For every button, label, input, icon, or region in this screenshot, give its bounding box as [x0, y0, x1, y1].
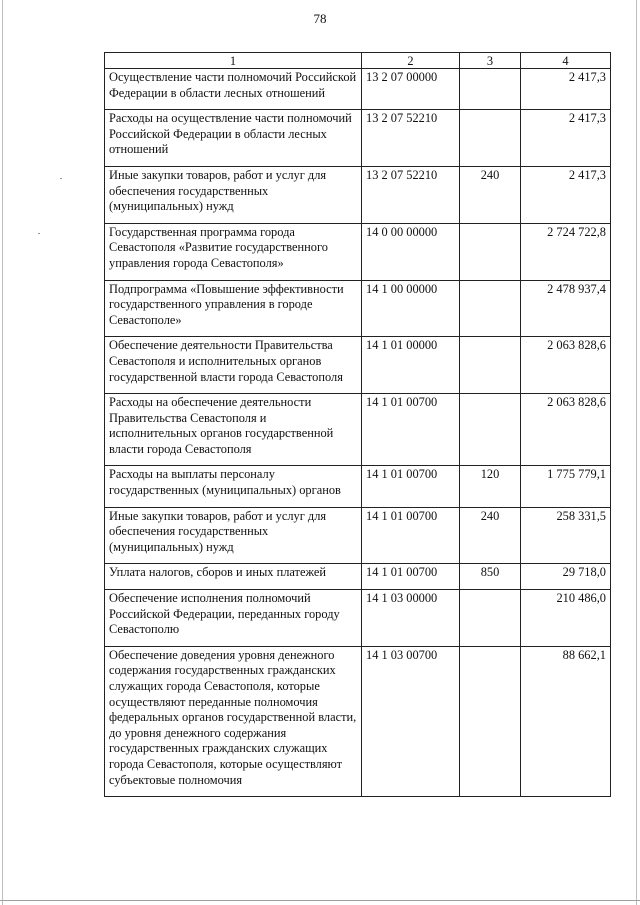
column-header-name: 1 [105, 53, 362, 69]
row-amount: 210 486,0 [521, 590, 611, 647]
row-amount: 2 417,3 [521, 110, 611, 167]
row-amount: 88 662,1 [521, 646, 611, 796]
table-row [105, 590, 611, 647]
row-name: Уплата налогов, сборов и иных платежей [105, 564, 362, 590]
row-code: 14 1 01 00000 [362, 337, 460, 394]
row-amount: 2 417,3 [521, 69, 611, 110]
row-code: 13 2 07 52210 [362, 110, 460, 167]
row-name: Государственная программа города Севастополя «Развитие государственного управления города Севастополя» [105, 223, 362, 280]
row-name: Осуществление части полномочий Российской Федерации в области лесных отношений [105, 69, 362, 110]
row-code: 14 1 00 00000 [362, 280, 460, 337]
budget-table [104, 52, 611, 797]
scan-edge-right [636, 0, 637, 905]
row-kind [460, 280, 521, 337]
row-code: 13 2 07 00000 [362, 69, 460, 110]
table-row [105, 223, 611, 280]
row-amount: 2 724 722,8 [521, 223, 611, 280]
row-name: Иные закупки товаров, работ и услуг для обеспечения государственных (муниципальных) нужд [105, 166, 362, 223]
row-kind [460, 110, 521, 167]
scan-edge-bottom [0, 900, 640, 901]
row-code: 13 2 07 52210 [362, 166, 460, 223]
row-kind [460, 69, 521, 110]
row-kind [460, 223, 521, 280]
page-number: 78 [313, 11, 327, 26]
row-amount: 2 063 828,6 [521, 394, 611, 466]
table-row [105, 466, 611, 507]
table-row [105, 166, 611, 223]
row-code: 14 0 00 00000 [362, 223, 460, 280]
row-amount: 1 775 779,1 [521, 466, 611, 507]
row-name: Обеспечение исполнения полномочий Российской Федерации, переданных городу Севастополю [105, 590, 362, 647]
row-amount: 2 417,3 [521, 166, 611, 223]
row-name: Расходы на обеспечение деятельности Правительства Севастополя и исполнительных органов государственной власти города Севастополя [105, 394, 362, 466]
row-kind [460, 646, 521, 796]
row-amount: 2 063 828,6 [521, 337, 611, 394]
column-header-amount: 4 [521, 53, 611, 69]
row-code: 14 1 01 00700 [362, 564, 460, 590]
row-kind: 240 [460, 166, 521, 223]
table-row [105, 646, 611, 796]
row-code: 14 1 03 00700 [362, 646, 460, 796]
row-name: Обеспечение доведения уровня денежного содержания государственных гражданских служащих города Севастополя, которые осуществляют переданные полномочия федеральных органов государственной власти, до уровня денежного содержания государственных гражданских служащих города Севастополя, которые осуществляют субъектовые полномочия [105, 646, 362, 796]
row-name: Иные закупки товаров, работ и услуг для обеспечения государственных (муниципальных) нужд [105, 507, 362, 564]
table-header-row [105, 53, 611, 69]
table-row [105, 337, 611, 394]
table-row [105, 394, 611, 466]
scan-speck [60, 178, 62, 179]
row-amount: 29 718,0 [521, 564, 611, 590]
row-code: 14 1 03 00000 [362, 590, 460, 647]
row-amount: 258 331,5 [521, 507, 611, 564]
row-kind: 240 [460, 507, 521, 564]
row-code: 14 1 01 00700 [362, 466, 460, 507]
column-header-code: 2 [362, 53, 460, 69]
table-row [105, 564, 611, 590]
row-name: Расходы на выплаты персоналу государственных (муниципальных) органов [105, 466, 362, 507]
column-header-kind: 3 [460, 53, 521, 69]
row-code: 14 1 01 00700 [362, 507, 460, 564]
table-row [105, 280, 611, 337]
row-kind [460, 590, 521, 647]
table-row [105, 69, 611, 110]
row-name: Подпрограмма «Повышение эффективности государственного управления в городе Севастополе» [105, 280, 362, 337]
row-name: Обеспечение деятельности Правительства Севастополя и исполнительных органов государственной власти города Севастополя [105, 337, 362, 394]
row-kind: 850 [460, 564, 521, 590]
table-row [105, 507, 611, 564]
row-name: Расходы на осуществление части полномочий Российской Федерации в области лесных отношений [105, 110, 362, 167]
row-code: 14 1 01 00700 [362, 394, 460, 466]
row-kind: 120 [460, 466, 521, 507]
row-kind [460, 394, 521, 466]
scan-edge-left [2, 0, 3, 905]
row-amount: 2 478 937,4 [521, 280, 611, 337]
table-row [105, 110, 611, 167]
row-kind [460, 337, 521, 394]
scan-speck [38, 233, 40, 234]
